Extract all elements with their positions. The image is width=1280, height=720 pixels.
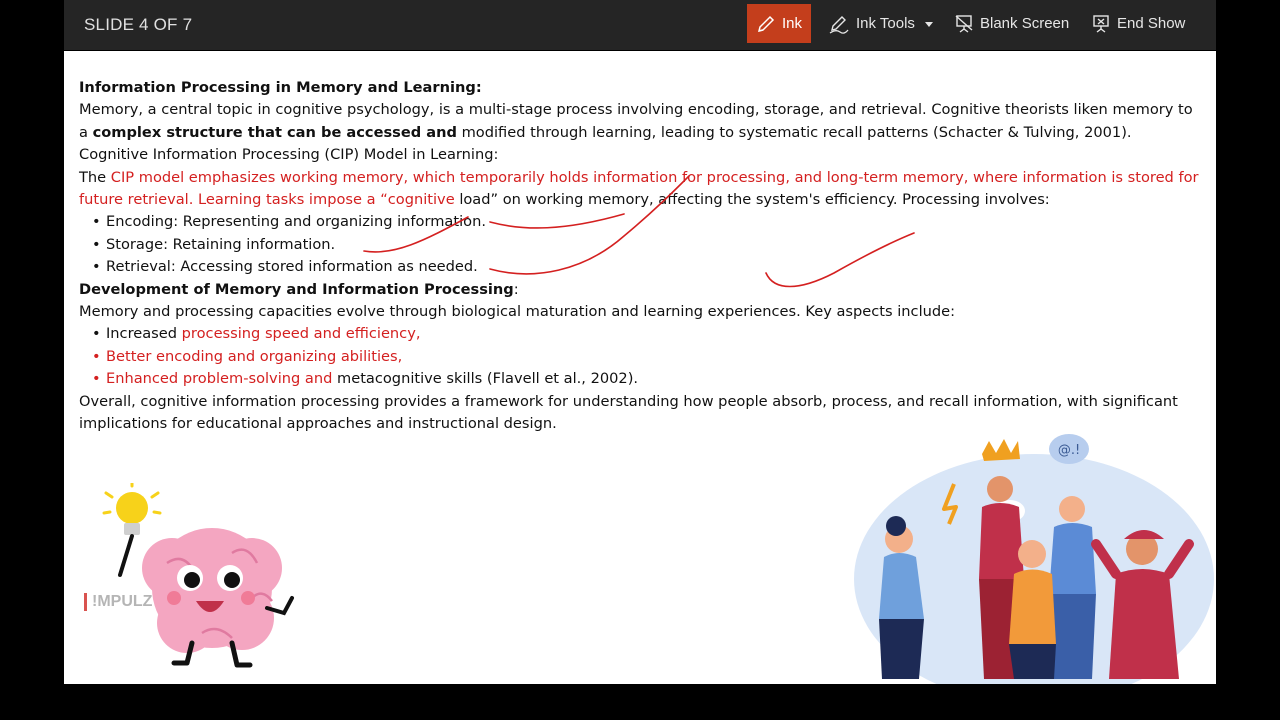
blank-screen-label: Blank Screen: [980, 15, 1070, 32]
ink-stroke: [364, 217, 468, 252]
ink-tools-button[interactable]: [828, 4, 937, 43]
ink-button[interactable]: [747, 4, 811, 43]
paragraph-cip: The CIP model emphasizes working memory, which temporarily holds information for processing, and long-term memory, where information is stored for future retrieval. Learning tasks impose a “cognitive load” on working memory, affecting the system's efficiency. Processing involves:: [79, 168, 1199, 209]
list-item: • Enhanced problem-solving and metacognitive skills (Flavell et al., 2002).: [106, 368, 1204, 390]
end-show-label: End Show: [1117, 15, 1186, 32]
paragraph-overall: Overall, cognitive information processing provides a framework for understanding how people absorb, process, and recall information, with significant implications for educational approaches and instructional design.: [79, 392, 1178, 433]
slide-counter: SLIDE 4 OF 7: [84, 15, 193, 34]
heading-info-processing: Information Processing in Memory and Learning:: [79, 79, 482, 96]
brain-mascot-illustration: [92, 483, 322, 673]
impulz-logo: !MPULZ: [84, 593, 152, 611]
svg-text:@.!: @.!: [1057, 443, 1081, 458]
list-item: • Better encoding and organizing abilities,: [106, 346, 1204, 368]
ink-stroke: [490, 176, 689, 274]
lightbulb-icon: [104, 483, 160, 535]
ink-stroke: [490, 214, 624, 228]
speech-bubble-icon: [1049, 434, 1089, 464]
heading-cip-model: Cognitive Information Processing (CIP) Model in Learning:: [79, 146, 499, 164]
blank-screen-icon: [954, 14, 974, 34]
ink-label: Ink: [782, 15, 803, 32]
paragraph-memory: Memory, a central topic in cognitive psychology, is a multi-stage process involving encoding, storage, and retrieval. Cognitive theorists liken memory to a complex structure that can be accessed and modified through learning, leading to systematic recall patterns (Schacter & Tulving, 2001).: [79, 101, 1193, 141]
ink-stroke: [766, 233, 914, 287]
chevron-down-icon: [921, 16, 937, 32]
brain-body: [142, 528, 282, 653]
paragraph-development: Memory and processing capacities evolve through biological maturation and learning experiences. Key aspects include:: [79, 303, 956, 321]
list-item: • Retrieval: Accessing stored information as needed.: [106, 256, 1204, 278]
ink-tools-label: Ink Tools: [856, 15, 915, 32]
blank-screen-button[interactable]: [954, 4, 1069, 43]
heading-development: Development of Memory and Information Processing:: [79, 280, 519, 298]
ink-tools-icon: [828, 14, 850, 34]
end-show-icon: [1091, 14, 1111, 34]
slide-canvas[interactable]: [64, 51, 1216, 684]
pen-icon: [756, 14, 776, 34]
end-show-button[interactable]: [1091, 4, 1185, 43]
list-item: • Storage: Retaining information.: [106, 234, 1204, 256]
presenter-toolbar: [64, 0, 1216, 50]
people-group-illustration: [834, 429, 1216, 684]
list-item: • Encoding: Representing and organizing information.: [106, 211, 1204, 233]
list-item: • Increased processing speed and efficiency,: [106, 323, 1204, 345]
